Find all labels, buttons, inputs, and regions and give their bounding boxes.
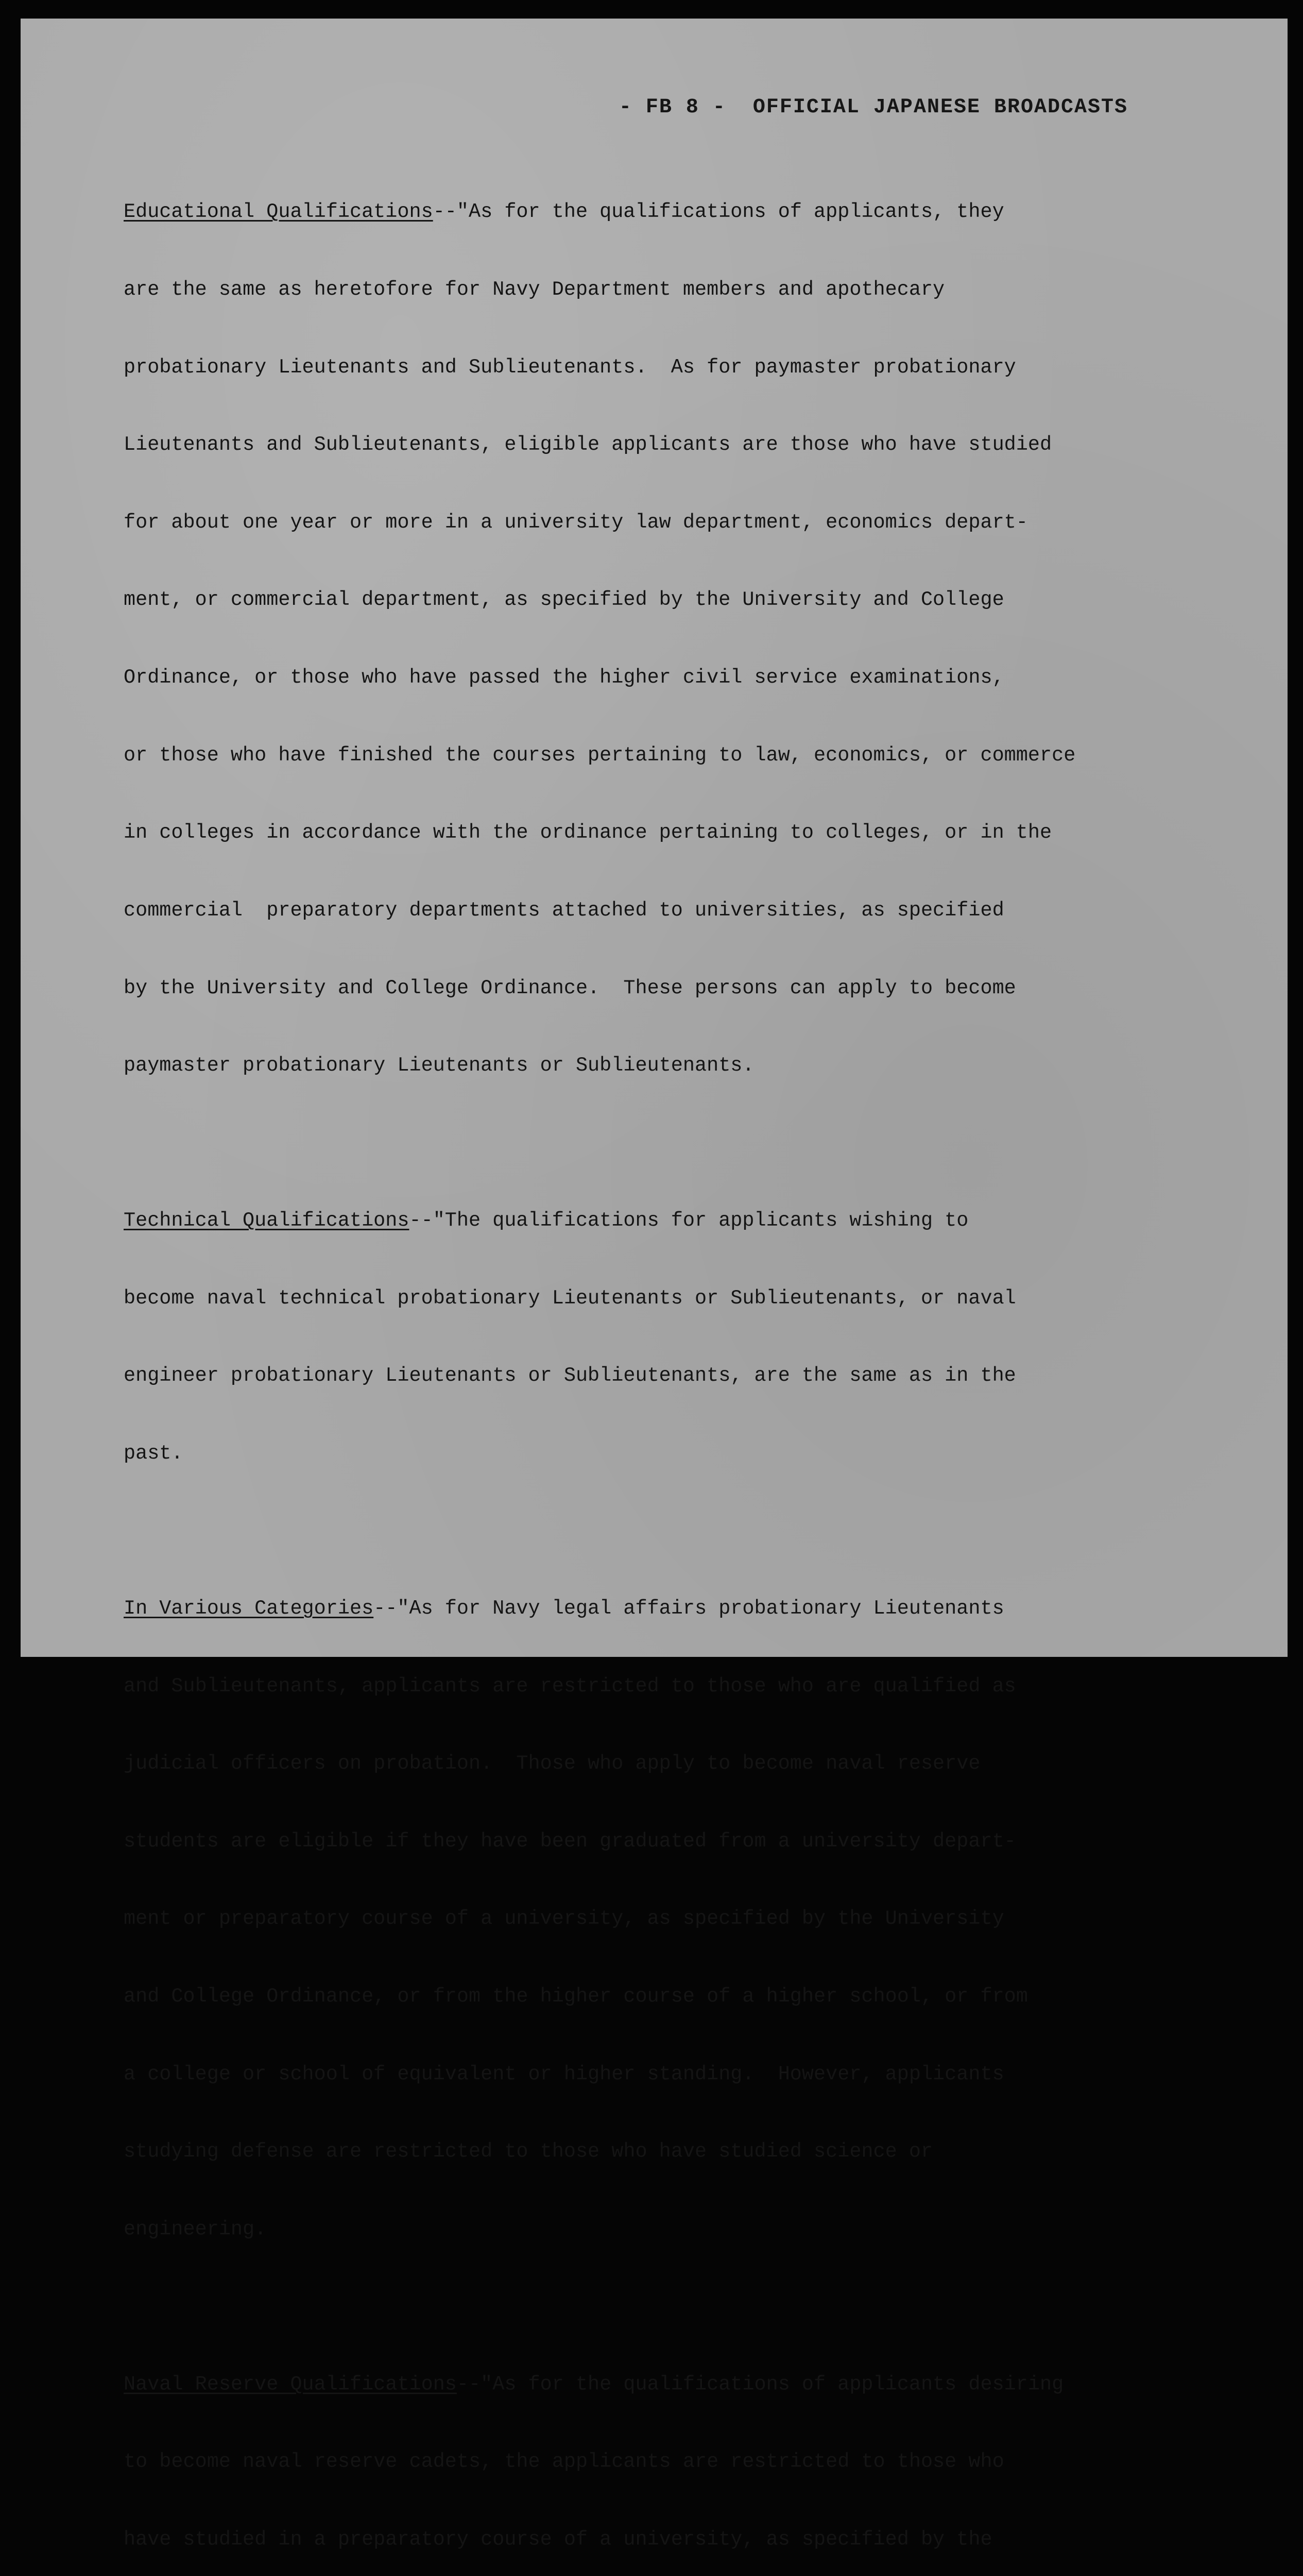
text-line: in colleges in accordance with the ordinance pertaining to colleges, or in the <box>124 821 1052 844</box>
text-line: engineering. <box>124 2217 267 2241</box>
text-line: probationary Lieutenants and Sublieutenants. As for paymaster probationary <box>124 355 1016 379</box>
text-line: by the University and College Ordinance. These persons can apply to become <box>124 976 1016 999</box>
text-line: or those who have finished the courses pertaining to law, economics, or commerce <box>124 743 1076 767</box>
section-first-line <box>124 1208 1210 1233</box>
section-text: --"As for Navy legal affairs probationary Lieutenants <box>373 1597 1004 1620</box>
text-line: Lieutenants and Sublieutenants, eligible applicants are those who have studied <box>124 433 1052 456</box>
section-first-line <box>124 2371 1210 2397</box>
text-line: engineer probationary Lieutenants or Sublieutenants, are the same as in the <box>124 1364 1016 1387</box>
text-line: studying defense are restricted to those who have studied science or <box>124 2140 933 2163</box>
page-header <box>619 96 1128 119</box>
section-technical-qualifications <box>124 1156 1210 1518</box>
text-line: have studied in a preparatory course of a university, as specified by the <box>124 2528 992 2551</box>
text-line: become naval technical probationary Lieutenants or Sublieutenants, or naval <box>124 1286 1016 1310</box>
document-title: OFFICIAL JAPANESE BROADCASTS <box>752 96 1128 119</box>
text-line: students are eligible if they have been graduated from a university depart- <box>124 1829 1016 1853</box>
text-line: past. <box>124 1442 183 1465</box>
text-line: paymaster probationary Lieutenants or Sublieutenants. <box>124 1054 755 1077</box>
section-educational-qualifications <box>124 147 1210 1130</box>
text-line: a college or school of equivalent or higher standing. However, applicants <box>124 2062 1004 2086</box>
text-line: and Sublieutenants, applicants are restricted to those who are qualified as <box>124 1674 1016 1698</box>
page-number: - FB 8 - <box>619 96 726 119</box>
section-text: --"As for the qualifications of applicants, they <box>433 200 1004 224</box>
document-body <box>124 147 1210 2576</box>
section-heading: Educational Qualifications <box>124 200 433 224</box>
text-line: are the same as heretofore for Navy Department members and apothecary <box>124 278 945 301</box>
section-first-line <box>124 1596 1210 1621</box>
section-text: --"The qualifications for applicants wishing to <box>409 1209 969 1232</box>
section-heading: Technical Qualifications <box>124 1209 409 1232</box>
text-line: judicial officers on probation. Those who apply to become naval reserve <box>124 1752 981 1775</box>
text-line: ment or preparatory course of a university, as specified by the University <box>124 1907 1004 1930</box>
text-line: Ordinance, or those who have passed the higher civil service examinations, <box>124 666 1004 689</box>
text-line: to become naval reserve cadets, the applicants are restricted to those who <box>124 2450 1004 2473</box>
text-line: and College Ordinance, or from the higher course of a higher school, or from <box>124 1985 1028 2008</box>
text-line: ment, or commercial department, as specified by the University and College <box>124 588 1004 612</box>
text-line: for about one year or more in a university law department, economics depart- <box>124 511 1028 534</box>
section-first-line <box>124 199 1210 225</box>
section-naval-reserve-qualifications <box>124 2319 1210 2576</box>
section-various-categories <box>124 1544 1210 2294</box>
section-heading: In Various Categories <box>124 1597 374 1620</box>
section-text: --"As for the qualifications of applicants desiring <box>456 2372 1064 2396</box>
text-line: commercial preparatory departments attached to universities, as specified <box>124 899 1004 922</box>
section-heading: Naval Reserve Qualifications <box>124 2372 457 2396</box>
document-page <box>21 19 1288 2551</box>
